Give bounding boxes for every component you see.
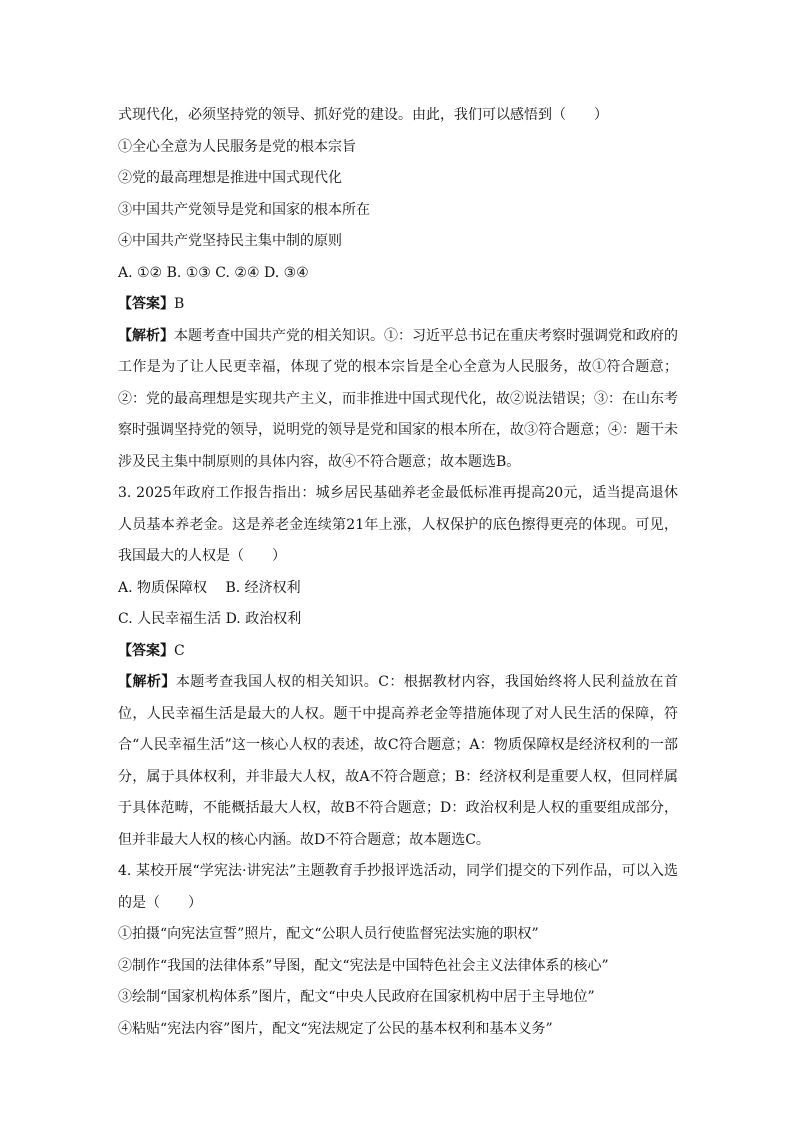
answer-value: C bbox=[174, 642, 185, 659]
answer-value: B bbox=[174, 296, 185, 312]
q2-item-2: ②党的最高理想是推进中国式现代化 bbox=[118, 170, 342, 186]
q2-item-3: ③中国共产党领导是党和国家的根本所在 bbox=[118, 201, 370, 218]
answer-tag: 【答案】 bbox=[118, 296, 174, 312]
q2-item-1: ①全心全意为人民服务是党的根本宗旨 bbox=[118, 138, 356, 155]
answer-tag: 【答案】 bbox=[118, 642, 174, 659]
q4-stem: 4. 某校开展“学宪法·讲宪法”主题教育手抄报评选活动，同学们提交的下列作品，可以入选的是（ ） bbox=[118, 863, 678, 911]
q3-options-row-2: C. 人民幸福生活 D. 政治权利 bbox=[118, 611, 302, 627]
q4-item-3: ③绘制“国家机构体系”图片，配文“中央人民政府在国家机构中居于主导地位” bbox=[118, 989, 595, 1005]
page-content bbox=[118, 100, 678, 1045]
q4-item-1: ①拍摄“向宪法宣誓”照片，配文“公职人员行使监督宪法实施的职权” bbox=[118, 926, 539, 942]
q2-stem-tail: 式现代化，必须坚持党的领导、抓好党的建设。由此，我们可以感悟到（ ） bbox=[118, 107, 608, 123]
q2-options: A. ①② B. ①③ C. ②④ D. ③④ bbox=[118, 264, 309, 281]
q3-stem: 3. 2025年政府工作报告指出：城乡居民基础养老金最低标准再提高20元，适当提高退休人员基本养老金。这是养老金连续第21年上涨，人权保护的底色擦得更亮的体现。可见，我国最大的人权是（ ） bbox=[118, 485, 678, 564]
q3-answer bbox=[118, 636, 678, 668]
analysis-text: 本题考查我国人权的相关知识。C：根据教材内容，我国始终将人民利益放在首位，人民幸福生活是最大的人权。题干中提高养老金等措施体现了对人民生活的保障，符合“人民幸福生活”这一核心人权的表述，故C符合题意；A：物质保障权是经济权利的一部分，属于具体权利，并非最大人权，故A不符合题意；B：经济权利是重要人权，但同样属于具体范畴，不能概括最大人权，故B不符合题意；D：政治权利是人权的重要组成部分，但并非最大人权的核心内涵。故D不符合题意；故本题选C。 bbox=[118, 674, 679, 848]
q2-answer bbox=[118, 289, 678, 321]
q2-analysis bbox=[118, 321, 678, 479]
analysis-tag: 【解析】 bbox=[118, 327, 174, 344]
q3-options-row-1: A. 物质保障权 B. 经济权利 bbox=[118, 579, 301, 596]
q2-item-4: ④中国共产党坚持民主集中制的原则 bbox=[118, 233, 342, 249]
q3-analysis bbox=[118, 667, 678, 856]
q4-item-4: ④粘贴“宪法内容”图片，配文“宪法规定了公民的基本权利和基本义务” bbox=[118, 1020, 553, 1037]
analysis-tag: 【解析】 bbox=[118, 674, 176, 690]
analysis-text: 本题考查中国共产党的相关知识。①：习近平总书记在重庆考察时强调党和政府的工作是为了让人民更幸福，体现了党的根本宗旨是全心全意为人民服务，故①符合题意；②：党的最高理想是实现共产主义，而非推进中国式现代化，故②说法错误；③：在山东考察时强调坚持党的领导，说明党的领导是党和国家的根本所在，故③符合题意；④：题干未涉及民主集中制原则的具体内容，故④不符合题意；故本题选B。 bbox=[118, 327, 678, 470]
q4-item-2: ②制作“我国的法律体系”导图，配文“宪法是中国特色社会主义法律体系的核心” bbox=[118, 957, 609, 974]
